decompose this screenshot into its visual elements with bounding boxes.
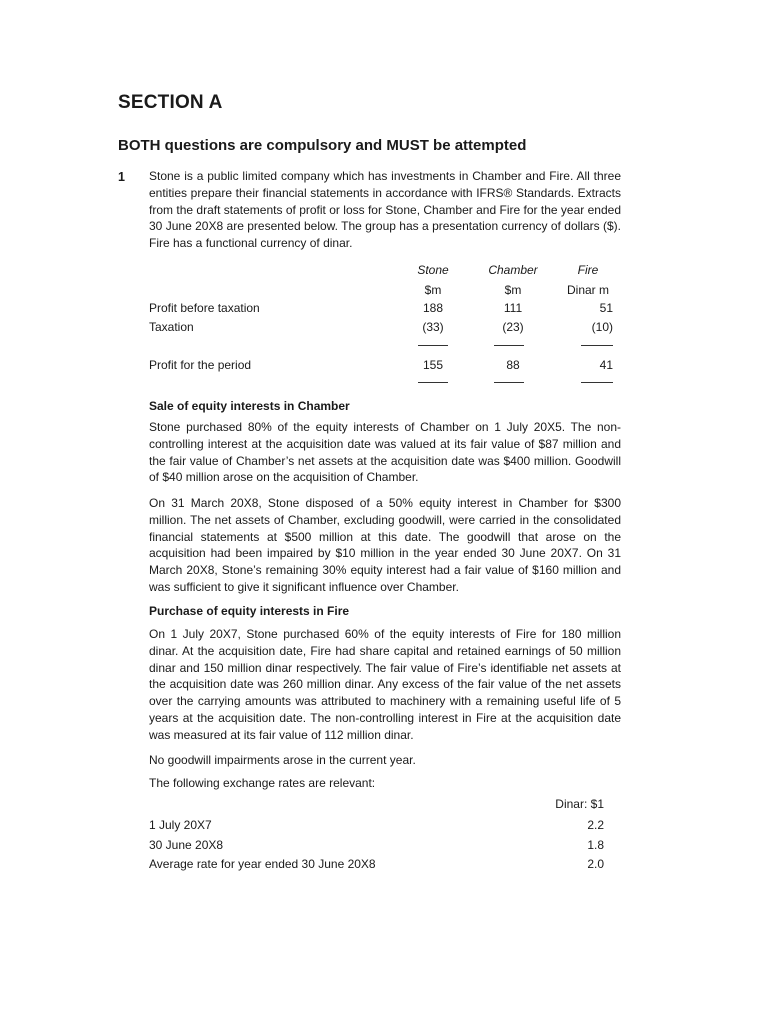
- row-label-profit: Profit for the period: [149, 358, 252, 372]
- row-label-pbt: Profit before taxation: [149, 301, 260, 315]
- cell-pbt-chamber: 111: [503, 301, 523, 315]
- sale-paragraph-2: On 31 March 20X8, Stone disposed of a 50% equity interest in Chamber for $300 million. The net assets of Chamber, excluding goodwill, were carried in the consolidated financial statements at $500 million at this date. The goodwill that arose on the acquisition had been impaired by $10 million in the year ended 30 June 20X7. On 31 March 20X8, Stone’s remaining 30% equity interest had a fair value of $160 million and was sufficient to give it significant influence over Chamber.: [149, 496, 621, 594]
- total-rule-chamber: [494, 382, 524, 383]
- col-header-chamber: Chamber: [488, 263, 538, 277]
- col-unit-stone: $m: [424, 283, 442, 297]
- cell-profit-stone: 155: [422, 358, 444, 372]
- rate-label-2: 30 June 20X8: [149, 838, 224, 852]
- question-number: 1: [118, 170, 125, 184]
- impairment-note: No goodwill impairments arose in the current year.: [149, 753, 416, 767]
- cell-pbt-fire: 51: [599, 301, 613, 315]
- col-header-stone: Stone: [417, 263, 449, 277]
- rate-label-1: 1 July 20X7: [149, 818, 212, 832]
- purchase-paragraph: On 1 July 20X7, Stone purchased 60% of the equity interests of Fire for 180 million dinar. At the acquisition date, Fire had share capital and retained earnings of 50 million dinar and 150 million dinar respectively. The fair value of Fire’s identifiable net assets at the acquisition date was 260 million dinar. Any excess of the fair value of the net assets over the carrying amounts was attributed to machinery with a remaining useful life of 5 years at the acquisition date. The non-controlling interest in Fire at the acquisition date was measured at its fair value of 112 million dinar.: [149, 627, 621, 742]
- rate-value-1: 2.2: [587, 818, 604, 832]
- purchase-heading: Purchase of equity interests in Fire: [149, 604, 350, 618]
- total-rule-stone: [418, 382, 448, 383]
- rate-label-3: Average rate for year ended 30 June 20X8: [149, 857, 376, 871]
- rates-intro: The following exchange rates are relevant:: [149, 776, 376, 790]
- cell-tax-stone: (33): [422, 320, 444, 334]
- subtitle: BOTH questions are compulsory and MUST be attempted: [118, 137, 527, 154]
- row-label-tax: Taxation: [149, 320, 194, 334]
- cell-tax-fire: (10): [591, 320, 613, 334]
- col-unit-fire: Dinar m: [566, 283, 609, 297]
- cell-profit-chamber: 88: [506, 358, 520, 372]
- rates-header: Dinar: $1: [555, 797, 604, 811]
- cell-profit-fire: 41: [599, 358, 613, 372]
- total-rule-fire: [581, 382, 613, 383]
- col-unit-chamber: $m: [504, 283, 522, 297]
- intro-paragraph: Stone is a public limited company which has investments in Chamber and Fire. All three entities prepare their financial statements in accordance with IFRS® Standards. Extracts from the draft statements of profit or loss for Stone, Chamber and Fire for the year ended 30 June 20X8 are presented below. The group has a presentation currency of dollars ($). Fire has a functional currency of dinar.: [149, 169, 621, 251]
- subtotal-rule-chamber: [494, 345, 524, 346]
- cell-pbt-stone: 188: [422, 301, 444, 315]
- section-title: SECTION A: [118, 92, 223, 113]
- col-header-fire: Fire: [577, 263, 599, 277]
- rate-value-2: 1.8: [587, 838, 604, 852]
- sale-heading: Sale of equity interests in Chamber: [149, 399, 350, 413]
- sale-paragraph-1: Stone purchased 80% of the equity interests of Chamber on 1 July 20X5. The non-controlling interest at the acquisition date was valued at its fair value of $87 million and the fair value of Chamber’s net assets at the acquisition date was $400 million. Goodwill of $40 million arose on the acquisition of Chamber.: [149, 420, 621, 485]
- subtotal-rule-stone: [418, 345, 448, 346]
- rate-value-3: 2.0: [587, 857, 604, 871]
- cell-tax-chamber: (23): [502, 320, 524, 334]
- subtotal-rule-fire: [581, 345, 613, 346]
